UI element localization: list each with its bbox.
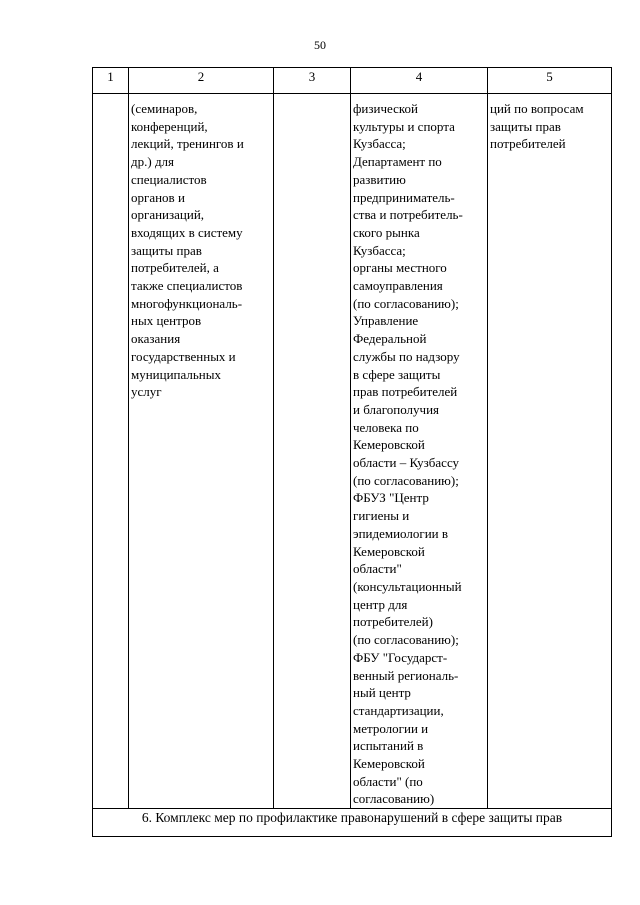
- header-col-1: 1: [93, 68, 129, 94]
- section-heading-row: [93, 809, 612, 837]
- cell-col-2: [129, 94, 274, 809]
- table-header-row: [93, 68, 612, 94]
- header-col-4: 4: [351, 68, 488, 94]
- cell-col-1: [93, 94, 129, 809]
- cell-col-4: [351, 94, 488, 809]
- cell-col-3: [274, 94, 351, 809]
- header-col-3: 3: [274, 68, 351, 94]
- cell-col-5: [488, 94, 612, 809]
- header-col-2: 2: [129, 68, 274, 94]
- cell-col-1-text: [93, 94, 128, 100]
- cell-col-5-text: ций по вопросам защиты прав потребителей: [490, 101, 584, 152]
- page-number: 50: [314, 38, 326, 52]
- section-heading: 6. Комплекс мер по профилактике правонарушений в сфере защиты прав: [93, 809, 612, 837]
- cell-col-2-text: (семинаров, конференций, лекций, тренингов и др.) для специалистов органов и организаций, входящих в систему защиты прав потребителей, а также специалистов многофункциональ- ных центров оказания государственных и муниципальных услуг: [131, 101, 244, 400]
- header-col-5: 5: [488, 68, 612, 94]
- table-row: [93, 94, 612, 809]
- cell-col-4-text: физической культуры и спорта Кузбасса; Департамент по развитию предприниматель- ства и потребитель- ского рынка Кузбасса; органы местного самоуправления (по согласованию); Управление Федеральной службы по надзору в сфере защиты прав потребителей и благополучия человека по Кемеровской области – Кузбассу (по согласованию); ФБУЗ "Центр гигиены и эпидемиологии в Кемеровской области" (консультационный центр для потребителей) (по согласованию); ФБУ "Государст- венный региональ- ный центр стандартизации, метрологии и испытаний в Кемеровской области" (по согласованию): [353, 101, 463, 807]
- measures-table: [92, 67, 612, 837]
- cell-col-3-text: [274, 94, 350, 100]
